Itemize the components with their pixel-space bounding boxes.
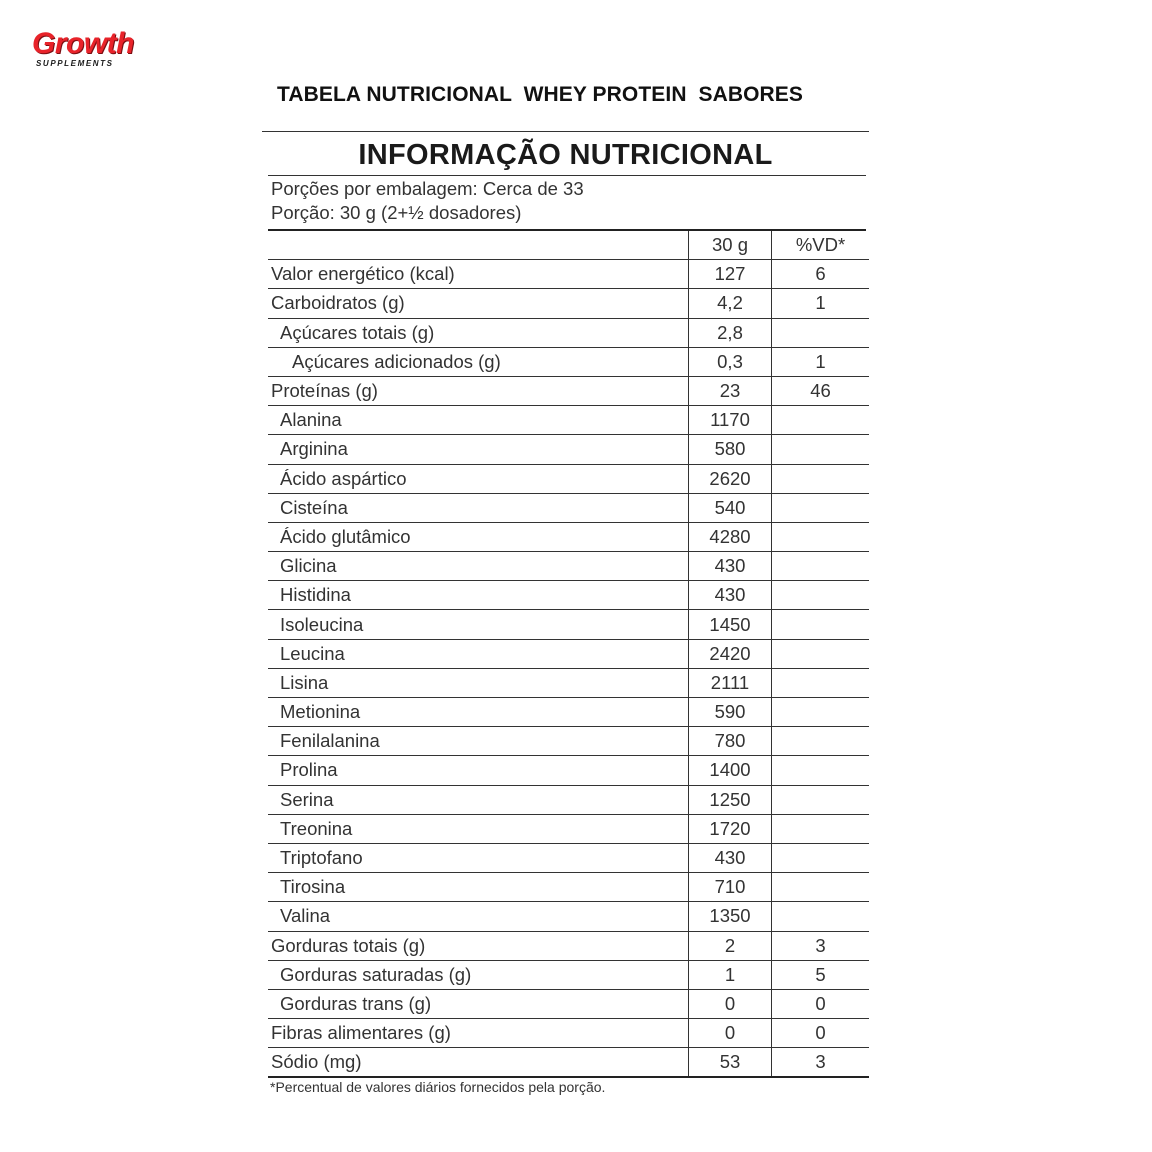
nutrient-name: Ácido aspártico <box>268 464 689 493</box>
nutrient-daily-value <box>772 581 870 610</box>
nutrient-amount: 1400 <box>689 756 772 785</box>
logo-tagline: SUPPLEMENTS <box>36 59 114 68</box>
nutrient-amount: 780 <box>689 727 772 756</box>
table-row <box>268 639 869 668</box>
nutrient-amount: 0 <box>689 1019 772 1048</box>
nutrient-amount: 430 <box>689 843 772 872</box>
nutrient-name: Arginina <box>268 435 689 464</box>
nutrient-name: Lisina <box>268 668 689 697</box>
nutrient-daily-value <box>772 639 870 668</box>
serving-size: Porção: 30 g (2+½ dosadores) <box>271 202 522 223</box>
nutrient-name: Histidina <box>268 581 689 610</box>
nutrient-amount: 1720 <box>689 814 772 843</box>
table-row <box>268 814 869 843</box>
nutrient-daily-value <box>772 668 870 697</box>
nutrient-amount: 2620 <box>689 464 772 493</box>
nutrient-amount: 127 <box>689 260 772 289</box>
nutrient-daily-value: 5 <box>772 960 870 989</box>
nutrient-amount: 1450 <box>689 610 772 639</box>
nutrient-daily-value <box>772 902 870 931</box>
nutrient-amount: 23 <box>689 376 772 405</box>
nutrient-amount: 2,8 <box>689 318 772 347</box>
nutrient-daily-value <box>772 698 870 727</box>
nutrient-amount: 2111 <box>689 668 772 697</box>
nutrient-name: Sódio (mg) <box>268 1048 689 1078</box>
servings-per-package: Porções por embalagem: Cerca de 33 <box>271 178 584 199</box>
nutrient-name: Isoleucina <box>268 610 689 639</box>
nutrient-amount: 2 <box>689 931 772 960</box>
nutrient-name: Açúcares totais (g) <box>268 318 689 347</box>
nutrient-name: Alanina <box>268 406 689 435</box>
table-row <box>268 260 869 289</box>
nutrient-daily-value <box>772 727 870 756</box>
nutrient-name: Proteínas (g) <box>268 376 689 405</box>
table-row <box>268 318 869 347</box>
table-row <box>268 1019 869 1048</box>
nutrient-amount: 430 <box>689 552 772 581</box>
nutrient-daily-value <box>772 843 870 872</box>
nutrient-daily-value: 3 <box>772 931 870 960</box>
nutrient-amount: 430 <box>689 581 772 610</box>
table-row <box>268 727 869 756</box>
nutrient-amount: 1 <box>689 960 772 989</box>
table-row <box>268 610 869 639</box>
nutrient-amount: 4280 <box>689 522 772 551</box>
nutrient-name: Serina <box>268 785 689 814</box>
title-divider <box>268 175 866 176</box>
nutrient-daily-value <box>772 552 870 581</box>
nutrient-name: Tirosina <box>268 873 689 902</box>
nutrient-amount: 2420 <box>689 639 772 668</box>
nutrient-amount: 4,2 <box>689 289 772 318</box>
nutrient-daily-value: 1 <box>772 347 870 376</box>
nutrient-name: Cisteína <box>268 493 689 522</box>
table-row <box>268 347 869 376</box>
table-row <box>268 552 869 581</box>
table-row <box>268 581 869 610</box>
table-row <box>268 376 869 405</box>
nutrient-name: Gorduras saturadas (g) <box>268 960 689 989</box>
nutrient-amount: 53 <box>689 1048 772 1078</box>
nutrient-name: Gorduras totais (g) <box>268 931 689 960</box>
nutrient-name: Carboidratos (g) <box>268 289 689 318</box>
table-row <box>268 843 869 872</box>
nutrient-daily-value: 0 <box>772 1019 870 1048</box>
nutrient-amount: 1350 <box>689 902 772 931</box>
table-row <box>268 785 869 814</box>
table-row <box>268 873 869 902</box>
header-daily-value: %VD* <box>772 231 870 260</box>
header-amount: 30 g <box>689 231 772 260</box>
nutrient-name: Triptofano <box>268 843 689 872</box>
table-row <box>268 1048 869 1078</box>
nutrient-name: Treonina <box>268 814 689 843</box>
nutrient-daily-value <box>772 522 870 551</box>
growth-logo <box>32 26 162 70</box>
nutrient-name: Glicina <box>268 552 689 581</box>
nutrient-amount: 590 <box>689 698 772 727</box>
nutrient-daily-value: 0 <box>772 989 870 1018</box>
panel-title: INFORMAÇÃO NUTRICIONAL <box>358 139 773 171</box>
nutrient-daily-value <box>772 493 870 522</box>
nutrient-name: Metionina <box>268 698 689 727</box>
table-row <box>268 406 869 435</box>
nutrient-daily-value: 3 <box>772 1048 870 1078</box>
nutrient-daily-value <box>772 318 870 347</box>
nutrient-name: Prolina <box>268 756 689 785</box>
nutrient-name: Valor energético (kcal) <box>268 260 689 289</box>
nutrient-name: Açúcares adicionados (g) <box>268 347 689 376</box>
table-row <box>268 464 869 493</box>
nutrient-name: Gorduras trans (g) <box>268 989 689 1018</box>
nutrient-name: Fibras alimentares (g) <box>268 1019 689 1048</box>
nutrient-name: Ácido glutâmico <box>268 522 689 551</box>
nutrient-amount: 710 <box>689 873 772 902</box>
table-row <box>268 289 869 318</box>
table-row <box>268 668 869 697</box>
top-divider <box>262 131 869 132</box>
logo-wordmark: Growth <box>32 27 134 60</box>
table-row <box>268 960 869 989</box>
nutrient-daily-value <box>772 814 870 843</box>
header-nutrient <box>268 231 689 260</box>
nutrient-daily-value <box>772 435 870 464</box>
nutrient-amount: 0,3 <box>689 347 772 376</box>
table-row <box>268 698 869 727</box>
nutrient-daily-value <box>772 406 870 435</box>
table-row <box>268 931 869 960</box>
table-row <box>268 522 869 551</box>
document-title: TABELA NUTRICIONAL WHEY PROTEIN SABORES <box>277 83 804 106</box>
nutrition-table <box>268 231 869 1078</box>
nutrient-daily-value: 1 <box>772 289 870 318</box>
table-row <box>268 989 869 1018</box>
table-row <box>268 902 869 931</box>
nutrient-amount: 540 <box>689 493 772 522</box>
nutrient-amount: 1170 <box>689 406 772 435</box>
nutrient-daily-value: 46 <box>772 376 870 405</box>
nutrient-daily-value <box>772 756 870 785</box>
nutrient-daily-value <box>772 873 870 902</box>
nutrient-daily-value <box>772 610 870 639</box>
table-row <box>268 493 869 522</box>
nutrient-amount: 0 <box>689 989 772 1018</box>
nutrient-name: Fenilalanina <box>268 727 689 756</box>
nutrient-daily-value: 6 <box>772 260 870 289</box>
nutrient-name: Leucina <box>268 639 689 668</box>
nutrient-daily-value <box>772 464 870 493</box>
table-row <box>268 756 869 785</box>
nutrient-amount: 580 <box>689 435 772 464</box>
table-header-row <box>268 231 869 260</box>
table-row <box>268 435 869 464</box>
footnote: *Percentual de valores diários fornecidos pela porção. <box>270 1079 606 1095</box>
nutrient-amount: 1250 <box>689 785 772 814</box>
nutrient-name: Valina <box>268 902 689 931</box>
nutrient-daily-value <box>772 785 870 814</box>
